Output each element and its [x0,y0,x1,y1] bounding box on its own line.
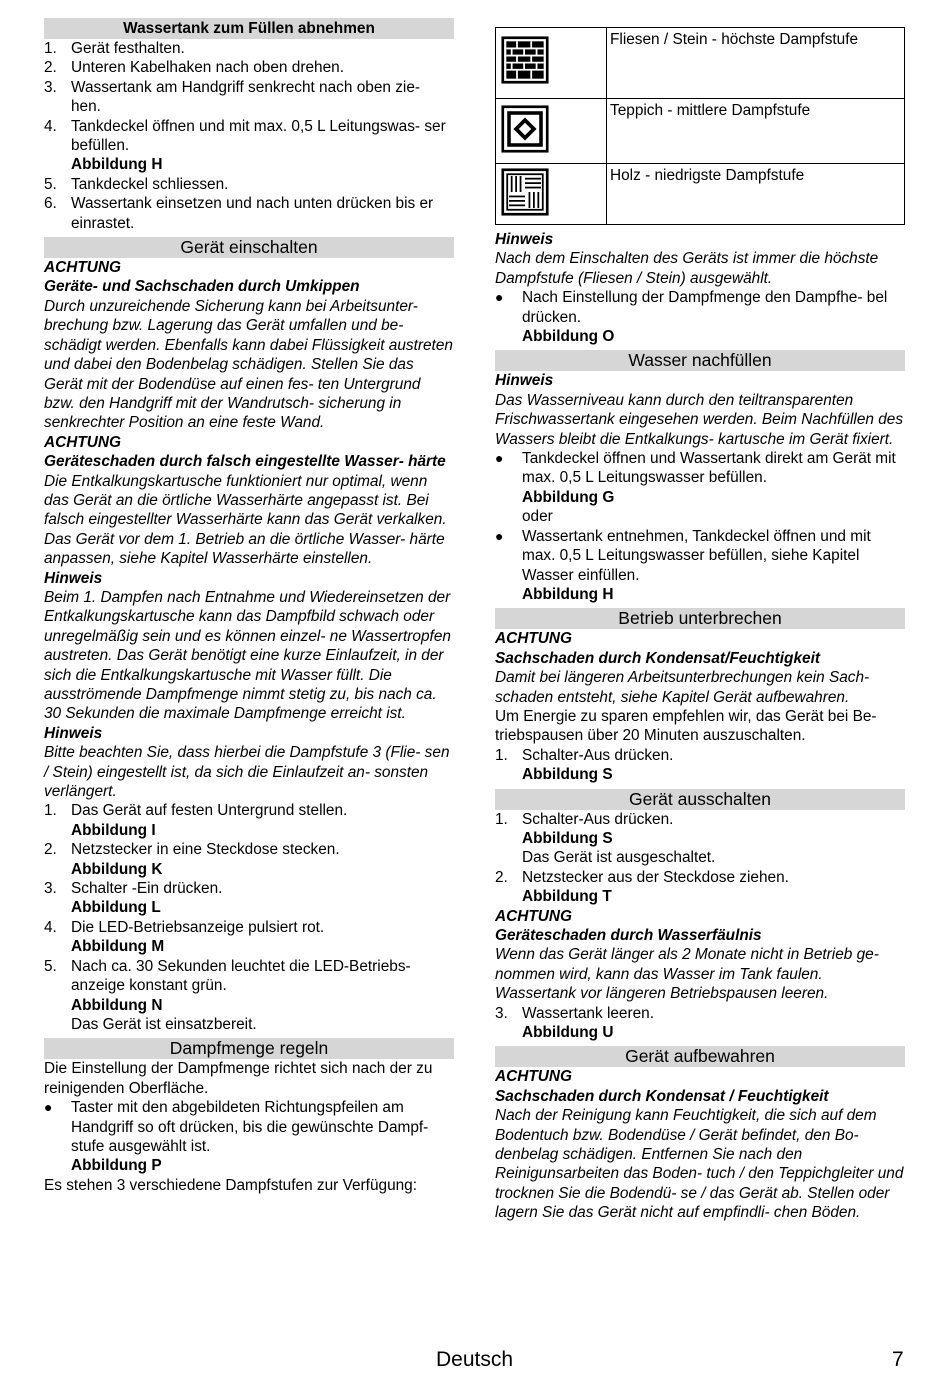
warning-label: ACHTUNG [495,630,572,648]
figure-ref: Abbildung M [71,938,165,956]
figure-ref: Abbildung I [71,821,156,839]
warning-text: Wenn das Gerät länger als 2 Monate nicht in Betrieb ge- nommen wird, kann das Wasser im Tank faulen. Wassertank vor längeren Betriebspausen leeren. [495,946,879,1003]
table-cell-label: Fliesen / Stein - höchste Dampfstufe [607,28,905,99]
figure-ref: Abbildung O [522,328,615,346]
warning-title: Geräte- und Sachschaden durch Umkippen [44,278,360,296]
warning-text: Durch unzureichende Sicherung kann bei Arbeitsunter- brechung bzw. Lagerung das Gerät umfallen und be- schädigt werden. Ebenfalls kann dabei Flüssigkeit austreten und dabei den Bodenbelag schädigen. Stellen Sie das Gerät mit der Bodendüse auf einen fes- ten Untergrund bzw. den Handgriff mit der Wandrutsch- sicherung in senkrechter Position an eine feste Wand. [44,297,453,432]
list-text [71,918,454,957]
list-text [71,879,454,918]
warning-label: ACHTUNG [495,1068,572,1086]
list-item [44,194,454,233]
list-text [71,840,454,879]
list-item [44,78,454,117]
list-number: 1. [495,810,508,828]
list-item [495,288,905,346]
list-item [44,957,454,1035]
step-text: Nach ca. 30 Sekunden leuchtet die LED-Betriebs- anzeige konstant grün. [71,957,411,995]
warning-title: Geräteschaden durch falsch eingestellte Wasser- härte [44,453,446,471]
right-column [495,27,905,1223]
list-text: Gerät festhalten. [71,40,185,57]
step-result: Das Gerät ist einsatzbereit. [71,1015,257,1033]
list-text: Tankdeckel schliessen. [71,175,229,193]
bullet-text: Taster mit den abgebildeten Richtungspfeilen am Handgriff so oft drücken, bis die gewünschte Dampf- stufe ausgewählt ist. [71,1099,429,1155]
figure-ref: Abbildung T [522,888,612,906]
warning-label: ACHTUNG [495,907,572,925]
list-item [44,918,454,957]
list-item [495,449,905,527]
step-text: Schalter-Aus drücken. [522,810,674,828]
step-text: Das Gerät auf festen Untergrund stellen. [71,802,348,820]
left-column [44,18,454,1195]
list-number: 1. [44,40,57,57]
steam-outro: Es stehen 3 verschiedene Dampfstufen zur Verfügung: [44,1176,418,1194]
list-number: 3. [495,1004,508,1022]
list-item [495,527,905,605]
section-heading-steam: Dampfmenge regeln [44,1038,454,1059]
list-number: 4. [44,117,57,135]
bullet-icon: ● [495,289,504,306]
list-text [71,957,454,1035]
section-heading-switch-off: Gerät ausschalten [495,789,905,810]
bullet-text: Tankdeckel öffnen und Wassertank direkt am Gerät mit max. 0,5 L Leitungswasser befüllen. [522,450,896,487]
step-text: Schalter-Aus drücken. [522,746,674,764]
list-number: 3. [44,78,57,96]
step-result: Das Gerät ist ausgeschaltet. [522,849,716,867]
figure-ref: Abbildung H [71,156,163,174]
list-item [495,746,905,785]
table-cell-icon [496,164,607,225]
page-number: 7 [892,1348,904,1371]
bullet-text: Wassertank entnehmen, Tankdeckel öffnen und mit max. 0,5 L Leitungswasser befüllen, siehe Kapitel Wasser einfüllen. [522,527,871,584]
list-item [44,39,454,58]
table-cell-label: Teppich - mittlere Dampfstufe [607,99,905,164]
list-number: 2. [44,59,57,77]
step-text: Wassertank leeren. [522,1004,655,1022]
list-item [495,1004,905,1043]
warning-title: Sachschaden durch Kondensat / Feuchtigkeit [495,1087,829,1105]
list-item [44,117,454,175]
section-heading-tank: Wassertank zum Füllen abnehmen [44,18,454,39]
list-text [522,288,905,346]
list-number: 1. [44,802,57,820]
figure-ref: Abbildung L [71,899,161,917]
note-label: Hinweis [44,724,103,742]
figure-ref: Abbildung G [522,488,615,506]
figure-ref: Abbildung N [71,996,163,1014]
bullet-icon: ● [495,527,504,544]
table-row [496,99,905,164]
note-text: Beim 1. Dampfen nach Entnahme und Wiedereinsetzen der Entkalkungskartusche kann das Dampfbild schwach oder unregelmäßig sein und es können einzel- ne Wassertropfen austreten. Das Gerät benötigt eine kurze Einlaufzeit, in der sich die Entkalkungskartusche mit Wasser füllt. Die ausströmende Dampfmenge nimmt stetig zu, bis nach ca. 30 Sekunden die maximale Dampfmenge erreicht ist. [44,588,451,723]
list-item [44,58,454,77]
or-text: oder [522,508,553,526]
warning-title: Geräteschaden durch Wasserfäulnis [495,927,762,944]
tiles-icon [498,36,552,84]
section-heading-switch-on: Gerät einschalten [44,237,454,258]
bullet-icon: ● [495,450,504,467]
list-text: Wassertank einsetzen und nach unten drücken bis er einrastet. [71,195,434,232]
warning-label: ACHTUNG [44,259,121,277]
list-number: 5. [44,175,57,193]
list-item [44,175,454,194]
carpet-icon [498,105,552,153]
list-item [495,810,905,868]
list-item [44,840,454,879]
step-text: Netzstecker in eine Steckdose stecken. [71,841,340,859]
list-text [522,810,905,868]
bullet-text: Nach Einstellung der Dampfmenge den Dampfhe- bel drücken. [522,289,888,326]
list-item [44,879,454,918]
warning-title: Sachschaden durch Kondensat/Feuchtigkeit [495,649,820,667]
figure-ref: Abbildung U [522,1024,614,1042]
warning-label: ACHTUNG [44,433,121,451]
list-number: 3. [44,880,57,898]
step-text: Schalter -Ein drücken. [71,880,223,898]
list-text: Wassertank am Handgriff senkrecht nach oben zie- hen. [71,78,421,116]
figure-ref: Abbildung S [522,829,613,847]
section-heading-pause: Betrieb unterbrechen [495,608,905,629]
note-label: Hinweis [495,372,554,390]
list-number: 2. [495,868,508,886]
warning-text: Die Entkalkungskartusche funktioniert nur optimal, wenn das Gerät an die örtliche Wasserhärte angepasst ist. Bei falsch eingestellter Wasserhärte kann das Gerät verkalken. Das Gerät vor dem 1. Betrieb an die örtliche Wasser- härte anpassen, siehe Kapitel Wasserhärte einstellen. [44,472,447,568]
note-text: Bitte beachten Sie, dass hierbei die Dampfstufe 3 (Flie- sen / Stein) eingestellt ist, da sich die Einlaufzeit an- sonsten verlängert. [44,744,450,801]
figure-ref: Abbildung S [522,766,613,784]
steam-intro: Die Einstellung der Dampfmenge richtet sich nach der zu reinigenden Oberfläche. [44,1060,433,1097]
bullet-icon: ● [44,1099,53,1116]
warning-text: Damit bei längeren Arbeitsunterbrechungen kein Sach- schaden entsteht, siehe Kapitel Gerät aufbewahren. [495,669,870,706]
figure-ref: Abbildung K [71,860,163,878]
table-cell-icon [496,99,607,164]
table-row [496,164,905,225]
wood-icon [498,168,552,216]
note-text: Nach dem Einschalten des Geräts ist immer die höchste Dampfstufe (Fliesen / Stein) ausgewählt. [495,250,879,287]
table-row [496,28,905,99]
step-text: Netzstecker aus der Steckdose ziehen. [522,868,789,886]
note-text: Das Wasserniveau kann durch den teiltransparenten Frischwassertank eingesehen werden. Beim Nachfüllen des Wassers bleibt die Entkalkungs- kartusche im Gerät fixiert. [495,391,904,448]
list-number: 5. [44,957,57,975]
table-cell-icon [496,28,607,99]
list-text [522,746,905,785]
section-heading-refill: Wasser nachfüllen [495,350,905,371]
step-text: Die LED-Betriebsanzeige pulsiert rot. [71,918,325,936]
list-text [522,527,905,605]
note-label: Hinweis [44,569,103,587]
list-text [71,117,454,175]
list-text [522,1004,905,1043]
note-label: Hinweis [495,231,554,248]
figure-ref: Abbildung H [522,585,614,603]
pause-text: Um Energie zu sparen empfehlen wir, das Gerät bei Be- triebspausen über 20 Minuten auszuschalten. [495,707,877,745]
section-heading-storage: Gerät aufbewahren [495,1046,905,1067]
list-item [495,868,905,907]
list-text [71,1098,454,1176]
list-text [522,868,905,907]
warning-text: Nach der Reinigung kann Feuchtigkeit, die sich auf dem Bodentuch bzw. Bodendüse / Gerät befindet, den Bo- denbelag schädigen. Entfernen Sie nach den Reinigunsarbeiten das Boden- tuch / den Teppichgleiter und trocknen Sie die Bodendü- se / das Gerät ab. Stellen oder lagern Sie das Gerät nicht auf empfindli- chen Böden. [495,1107,904,1222]
list-number: 1. [495,746,508,764]
list-item [44,1098,454,1176]
list-number: 6. [44,195,57,213]
list-number: 4. [44,918,57,936]
list-text: Unteren Kabelhaken nach oben drehen. [71,59,344,77]
figure-ref: Abbildung P [71,1157,162,1175]
step-text: Tankdeckel öffnen und mit max. 0,5 L Leitungswas- ser befüllen. [71,117,446,155]
list-text [522,449,905,527]
list-item [44,801,454,840]
footer-language: Deutsch [436,1348,514,1371]
steam-level-table [495,27,905,225]
table-cell-label: Holz - niedrigste Dampfstufe [607,164,905,225]
list-number: 2. [44,841,57,859]
list-text [71,801,454,840]
